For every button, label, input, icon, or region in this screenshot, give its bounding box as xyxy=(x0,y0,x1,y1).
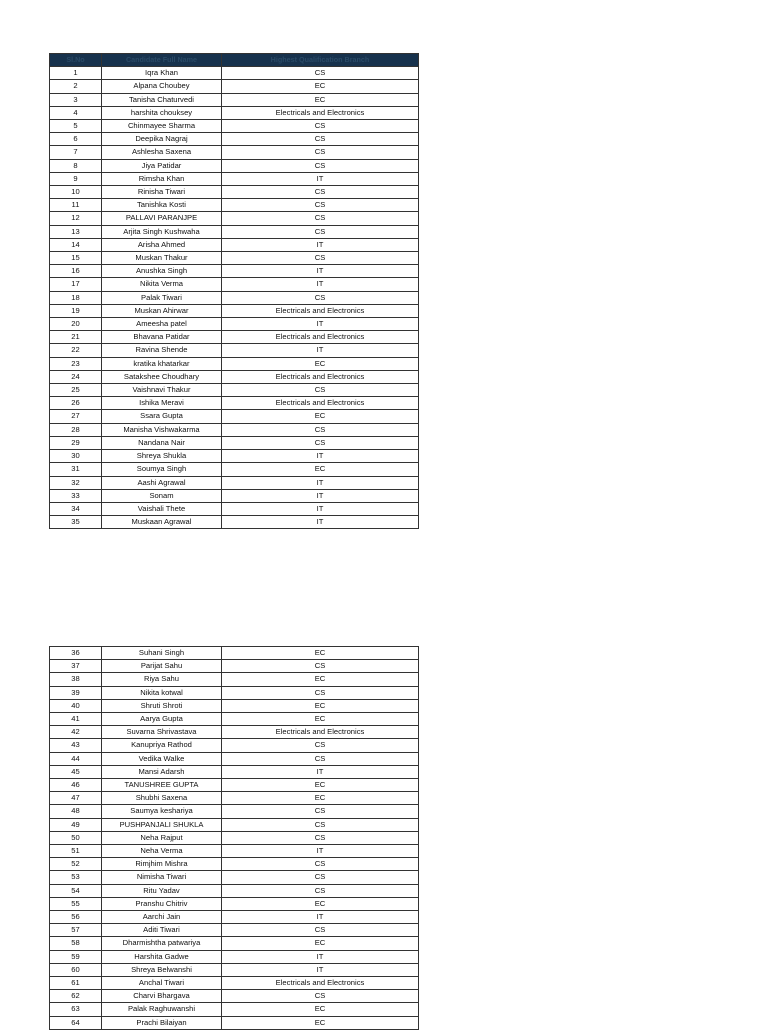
cell-candidate-name: Alpana Choubey xyxy=(102,80,222,93)
cell-candidate-name: PALLAVI PARANJPE xyxy=(102,212,222,225)
cell-candidate-name: Arjita Singh Kushwaha xyxy=(102,225,222,238)
table-row xyxy=(50,67,419,80)
cell-sl-no: 39 xyxy=(50,686,102,699)
table-row xyxy=(50,765,419,778)
cell-sl-no: 58 xyxy=(50,937,102,950)
cell-qualification-branch: CS xyxy=(222,990,419,1003)
cell-qualification-branch: IT xyxy=(222,265,419,278)
cell-qualification-branch: IT xyxy=(222,278,419,291)
cell-qualification-branch: IT xyxy=(222,450,419,463)
cell-sl-no: 8 xyxy=(50,159,102,172)
cell-candidate-name: Aashi Agrawal xyxy=(102,476,222,489)
table-row xyxy=(50,357,419,370)
table-row xyxy=(50,291,419,304)
cell-qualification-branch: IT xyxy=(222,344,419,357)
cell-sl-no: 56 xyxy=(50,911,102,924)
table-row xyxy=(50,660,419,673)
cell-sl-no: 51 xyxy=(50,845,102,858)
cell-candidate-name: Ashlesha Saxena xyxy=(102,146,222,159)
candidate-table-part-1 xyxy=(49,53,419,529)
table-row xyxy=(50,186,419,199)
table-row xyxy=(50,779,419,792)
cell-sl-no: 49 xyxy=(50,818,102,831)
cell-candidate-name: Nikita Verma xyxy=(102,278,222,291)
cell-candidate-name: Aditi Tiwari xyxy=(102,924,222,937)
cell-qualification-branch: CS xyxy=(222,212,419,225)
cell-candidate-name: PUSHPANJALI SHUKLA xyxy=(102,818,222,831)
cell-sl-no: 12 xyxy=(50,212,102,225)
cell-qualification-branch: IT xyxy=(222,502,419,515)
cell-candidate-name: Soumya Singh xyxy=(102,463,222,476)
table-row xyxy=(50,686,419,699)
cell-candidate-name: Nimisha Tiwari xyxy=(102,871,222,884)
cell-sl-no: 36 xyxy=(50,647,102,660)
table-row xyxy=(50,845,419,858)
cell-sl-no: 37 xyxy=(50,660,102,673)
cell-sl-no: 28 xyxy=(50,423,102,436)
cell-candidate-name: Ameesha patel xyxy=(102,318,222,331)
cell-qualification-branch: EC xyxy=(222,713,419,726)
cell-qualification-branch: IT xyxy=(222,765,419,778)
cell-candidate-name: Muskan Thakur xyxy=(102,252,222,265)
cell-qualification-branch: IT xyxy=(222,238,419,251)
table-row xyxy=(50,516,419,529)
cell-candidate-name: Neha Verma xyxy=(102,845,222,858)
table-row xyxy=(50,1016,419,1029)
cell-qualification-branch: IT xyxy=(222,963,419,976)
cell-sl-no: 54 xyxy=(50,884,102,897)
cell-qualification-branch: EC xyxy=(222,673,419,686)
cell-sl-no: 17 xyxy=(50,278,102,291)
cell-sl-no: 48 xyxy=(50,805,102,818)
table-row xyxy=(50,265,419,278)
cell-sl-no: 4 xyxy=(50,106,102,119)
cell-qualification-branch: EC xyxy=(222,1016,419,1029)
table-row xyxy=(50,871,419,884)
cell-qualification-branch: CS xyxy=(222,186,419,199)
cell-qualification-branch: EC xyxy=(222,792,419,805)
cell-candidate-name: Pranshu Chitriv xyxy=(102,897,222,910)
table-row xyxy=(50,752,419,765)
cell-candidate-name: Kanupriya Rathod xyxy=(102,739,222,752)
cell-candidate-name: Shreya Belwanshi xyxy=(102,963,222,976)
cell-sl-no: 47 xyxy=(50,792,102,805)
table-row xyxy=(50,133,419,146)
table-row xyxy=(50,647,419,660)
cell-qualification-branch: EC xyxy=(222,699,419,712)
cell-candidate-name: Shubhi Saxena xyxy=(102,792,222,805)
table-row xyxy=(50,502,419,515)
table-row xyxy=(50,397,419,410)
cell-sl-no: 52 xyxy=(50,858,102,871)
table-row xyxy=(50,977,419,990)
table-row xyxy=(50,476,419,489)
cell-candidate-name: Charvi Bhargava xyxy=(102,990,222,1003)
table-row xyxy=(50,963,419,976)
table-row xyxy=(50,252,419,265)
cell-sl-no: 16 xyxy=(50,265,102,278)
header-row xyxy=(50,54,419,67)
table-row xyxy=(50,410,419,423)
cell-candidate-name: Saumya keshariya xyxy=(102,805,222,818)
table-body-part-2 xyxy=(50,647,419,1030)
cell-sl-no: 42 xyxy=(50,726,102,739)
cell-qualification-branch: CS xyxy=(222,384,419,397)
cell-candidate-name: Vaishnavi Thakur xyxy=(102,384,222,397)
cell-sl-no: 41 xyxy=(50,713,102,726)
table-row xyxy=(50,884,419,897)
cell-qualification-branch: CS xyxy=(222,752,419,765)
cell-sl-no: 50 xyxy=(50,831,102,844)
cell-candidate-name: harshita chouksey xyxy=(102,106,222,119)
table-row xyxy=(50,225,419,238)
cell-qualification-branch: EC xyxy=(222,80,419,93)
cell-candidate-name: Satakshee Choudhary xyxy=(102,370,222,383)
cell-candidate-name: Ssara Gupta xyxy=(102,410,222,423)
table-row xyxy=(50,423,419,436)
table-row xyxy=(50,739,419,752)
cell-sl-no: 62 xyxy=(50,990,102,1003)
cell-sl-no: 60 xyxy=(50,963,102,976)
cell-qualification-branch: CS xyxy=(222,133,419,146)
cell-candidate-name: Bhavana Patidar xyxy=(102,331,222,344)
cell-qualification-branch: Electricals and Electronics xyxy=(222,397,419,410)
table-row xyxy=(50,726,419,739)
cell-candidate-name: Anchal Tiwari xyxy=(102,977,222,990)
cell-qualification-branch: CS xyxy=(222,686,419,699)
cell-candidate-name: Palak Tiwari xyxy=(102,291,222,304)
cell-sl-no: 14 xyxy=(50,238,102,251)
cell-candidate-name: Rinisha Tiwari xyxy=(102,186,222,199)
cell-candidate-name: Tanishka Kosti xyxy=(102,199,222,212)
table-row xyxy=(50,818,419,831)
cell-candidate-name: Anushka Singh xyxy=(102,265,222,278)
table-row xyxy=(50,699,419,712)
cell-candidate-name: Arisha Ahmed xyxy=(102,238,222,251)
header-qualification-branch: Highest Qualification Branch xyxy=(222,54,419,67)
cell-qualification-branch: CS xyxy=(222,660,419,673)
table-row xyxy=(50,950,419,963)
table-row xyxy=(50,858,419,871)
table-row xyxy=(50,463,419,476)
cell-candidate-name: Harshita Gadwe xyxy=(102,950,222,963)
table-row xyxy=(50,106,419,119)
cell-qualification-branch: EC xyxy=(222,779,419,792)
cell-qualification-branch: Electricals and Electronics xyxy=(222,106,419,119)
cell-qualification-branch: Electricals and Electronics xyxy=(222,370,419,383)
cell-qualification-branch: CS xyxy=(222,120,419,133)
cell-qualification-branch: CS xyxy=(222,436,419,449)
table-row xyxy=(50,450,419,463)
cell-sl-no: 24 xyxy=(50,370,102,383)
table-row xyxy=(50,318,419,331)
cell-qualification-branch: CS xyxy=(222,739,419,752)
cell-candidate-name: Vedika Walke xyxy=(102,752,222,765)
cell-sl-no: 5 xyxy=(50,120,102,133)
table-row xyxy=(50,805,419,818)
cell-sl-no: 43 xyxy=(50,739,102,752)
cell-sl-no: 11 xyxy=(50,199,102,212)
cell-candidate-name: Muskaan Agrawal xyxy=(102,516,222,529)
cell-sl-no: 10 xyxy=(50,186,102,199)
cell-sl-no: 31 xyxy=(50,463,102,476)
cell-qualification-branch: IT xyxy=(222,911,419,924)
cell-sl-no: 30 xyxy=(50,450,102,463)
cell-candidate-name: Rimsha Khan xyxy=(102,172,222,185)
table-row xyxy=(50,1003,419,1016)
cell-sl-no: 23 xyxy=(50,357,102,370)
cell-qualification-branch: EC xyxy=(222,93,419,106)
cell-qualification-branch: Electricals and Electronics xyxy=(222,304,419,317)
cell-candidate-name: Ravina Shende xyxy=(102,344,222,357)
cell-qualification-branch: EC xyxy=(222,647,419,660)
cell-sl-no: 55 xyxy=(50,897,102,910)
table-row xyxy=(50,93,419,106)
cell-qualification-branch: CS xyxy=(222,159,419,172)
cell-candidate-name: kratika khatarkar xyxy=(102,357,222,370)
cell-sl-no: 20 xyxy=(50,318,102,331)
cell-candidate-name: Neha Rajput xyxy=(102,831,222,844)
cell-sl-no: 3 xyxy=(50,93,102,106)
cell-sl-no: 45 xyxy=(50,765,102,778)
cell-candidate-name: Suvarna Shrivastava xyxy=(102,726,222,739)
table-row xyxy=(50,436,419,449)
cell-qualification-branch: CS xyxy=(222,291,419,304)
cell-candidate-name: Parijat Sahu xyxy=(102,660,222,673)
header-sl-no: Sl.No xyxy=(50,54,102,67)
cell-sl-no: 59 xyxy=(50,950,102,963)
cell-qualification-branch: EC xyxy=(222,463,419,476)
cell-qualification-branch: CS xyxy=(222,225,419,238)
table-row xyxy=(50,172,419,185)
table-row xyxy=(50,120,419,133)
table-row xyxy=(50,370,419,383)
cell-qualification-branch: CS xyxy=(222,818,419,831)
cell-sl-no: 1 xyxy=(50,67,102,80)
table-row xyxy=(50,344,419,357)
cell-sl-no: 35 xyxy=(50,516,102,529)
cell-qualification-branch: CS xyxy=(222,924,419,937)
cell-sl-no: 57 xyxy=(50,924,102,937)
cell-sl-no: 9 xyxy=(50,172,102,185)
cell-qualification-branch: CS xyxy=(222,146,419,159)
cell-candidate-name: Ishika Meravi xyxy=(102,397,222,410)
cell-candidate-name: Riya Sahu xyxy=(102,673,222,686)
cell-qualification-branch: Electricals and Electronics xyxy=(222,331,419,344)
cell-sl-no: 44 xyxy=(50,752,102,765)
cell-qualification-branch: CS xyxy=(222,805,419,818)
cell-candidate-name: Jiya Patidar xyxy=(102,159,222,172)
cell-sl-no: 21 xyxy=(50,331,102,344)
cell-sl-no: 6 xyxy=(50,133,102,146)
cell-sl-no: 33 xyxy=(50,489,102,502)
cell-candidate-name: Aarya Gupta xyxy=(102,713,222,726)
cell-qualification-branch: IT xyxy=(222,318,419,331)
cell-qualification-branch: CS xyxy=(222,423,419,436)
table-row xyxy=(50,238,419,251)
cell-qualification-branch: Electricals and Electronics xyxy=(222,726,419,739)
cell-candidate-name: Shreya Shukla xyxy=(102,450,222,463)
cell-sl-no: 38 xyxy=(50,673,102,686)
cell-candidate-name: Sonam xyxy=(102,489,222,502)
table-body-part-1 xyxy=(50,67,419,529)
table-row xyxy=(50,331,419,344)
cell-qualification-branch: EC xyxy=(222,410,419,423)
cell-qualification-branch: CS xyxy=(222,884,419,897)
cell-sl-no: 27 xyxy=(50,410,102,423)
cell-qualification-branch: IT xyxy=(222,476,419,489)
header-candidate-name: Candidate Full Name xyxy=(102,54,222,67)
table-row xyxy=(50,384,419,397)
cell-candidate-name: Aarchi Jain xyxy=(102,911,222,924)
cell-sl-no: 26 xyxy=(50,397,102,410)
cell-candidate-name: Dharmishtha patwariya xyxy=(102,937,222,950)
cell-qualification-branch: CS xyxy=(222,831,419,844)
cell-sl-no: 34 xyxy=(50,502,102,515)
table-row xyxy=(50,831,419,844)
cell-qualification-branch: IT xyxy=(222,516,419,529)
cell-qualification-branch: CS xyxy=(222,858,419,871)
table-row xyxy=(50,80,419,93)
cell-sl-no: 29 xyxy=(50,436,102,449)
table-row xyxy=(50,199,419,212)
cell-sl-no: 61 xyxy=(50,977,102,990)
cell-candidate-name: Ritu Yadav xyxy=(102,884,222,897)
cell-qualification-branch: CS xyxy=(222,67,419,80)
cell-qualification-branch: IT xyxy=(222,489,419,502)
cell-qualification-branch: EC xyxy=(222,897,419,910)
cell-candidate-name: Prachi Bilaiyan xyxy=(102,1016,222,1029)
table-row xyxy=(50,924,419,937)
table-row xyxy=(50,489,419,502)
cell-sl-no: 46 xyxy=(50,779,102,792)
cell-sl-no: 64 xyxy=(50,1016,102,1029)
table-row xyxy=(50,159,419,172)
cell-candidate-name: Chinmayee Sharma xyxy=(102,120,222,133)
table-row xyxy=(50,713,419,726)
cell-candidate-name: Suhani Singh xyxy=(102,647,222,660)
cell-qualification-branch: EC xyxy=(222,1003,419,1016)
cell-sl-no: 2 xyxy=(50,80,102,93)
cell-sl-no: 53 xyxy=(50,871,102,884)
cell-qualification-branch: CS xyxy=(222,199,419,212)
cell-candidate-name: TANUSHREE GUPTA xyxy=(102,779,222,792)
cell-qualification-branch: IT xyxy=(222,172,419,185)
table-row xyxy=(50,937,419,950)
cell-candidate-name: Tanisha Chaturvedi xyxy=(102,93,222,106)
cell-candidate-name: Iqra Khan xyxy=(102,67,222,80)
cell-sl-no: 19 xyxy=(50,304,102,317)
cell-qualification-branch: CS xyxy=(222,871,419,884)
cell-sl-no: 63 xyxy=(50,1003,102,1016)
cell-sl-no: 7 xyxy=(50,146,102,159)
cell-qualification-branch: EC xyxy=(222,937,419,950)
cell-candidate-name: Palak Raghuwanshi xyxy=(102,1003,222,1016)
cell-sl-no: 40 xyxy=(50,699,102,712)
table-row xyxy=(50,146,419,159)
cell-candidate-name: Muskan Ahirwar xyxy=(102,304,222,317)
cell-sl-no: 18 xyxy=(50,291,102,304)
table-row xyxy=(50,792,419,805)
cell-qualification-branch: Electricals and Electronics xyxy=(222,977,419,990)
cell-sl-no: 13 xyxy=(50,225,102,238)
table-row xyxy=(50,911,419,924)
table-row xyxy=(50,673,419,686)
table-row xyxy=(50,212,419,225)
cell-qualification-branch: EC xyxy=(222,357,419,370)
cell-candidate-name: Mansi Adarsh xyxy=(102,765,222,778)
cell-sl-no: 25 xyxy=(50,384,102,397)
cell-qualification-branch: CS xyxy=(222,252,419,265)
cell-candidate-name: Manisha Vishwakarma xyxy=(102,423,222,436)
cell-candidate-name: Shruti Shroti xyxy=(102,699,222,712)
table-row xyxy=(50,304,419,317)
table-row xyxy=(50,897,419,910)
candidate-table-part-2 xyxy=(49,646,419,1030)
cell-sl-no: 15 xyxy=(50,252,102,265)
cell-candidate-name: Rimjhim Mishra xyxy=(102,858,222,871)
cell-candidate-name: Vaishali Thete xyxy=(102,502,222,515)
table-row xyxy=(50,278,419,291)
table-row xyxy=(50,990,419,1003)
cell-qualification-branch: IT xyxy=(222,950,419,963)
cell-candidate-name: Deepika Nagraj xyxy=(102,133,222,146)
cell-sl-no: 22 xyxy=(50,344,102,357)
cell-qualification-branch: IT xyxy=(222,845,419,858)
cell-candidate-name: Nandana Nair xyxy=(102,436,222,449)
cell-sl-no: 32 xyxy=(50,476,102,489)
cell-candidate-name: Nikita kotwal xyxy=(102,686,222,699)
